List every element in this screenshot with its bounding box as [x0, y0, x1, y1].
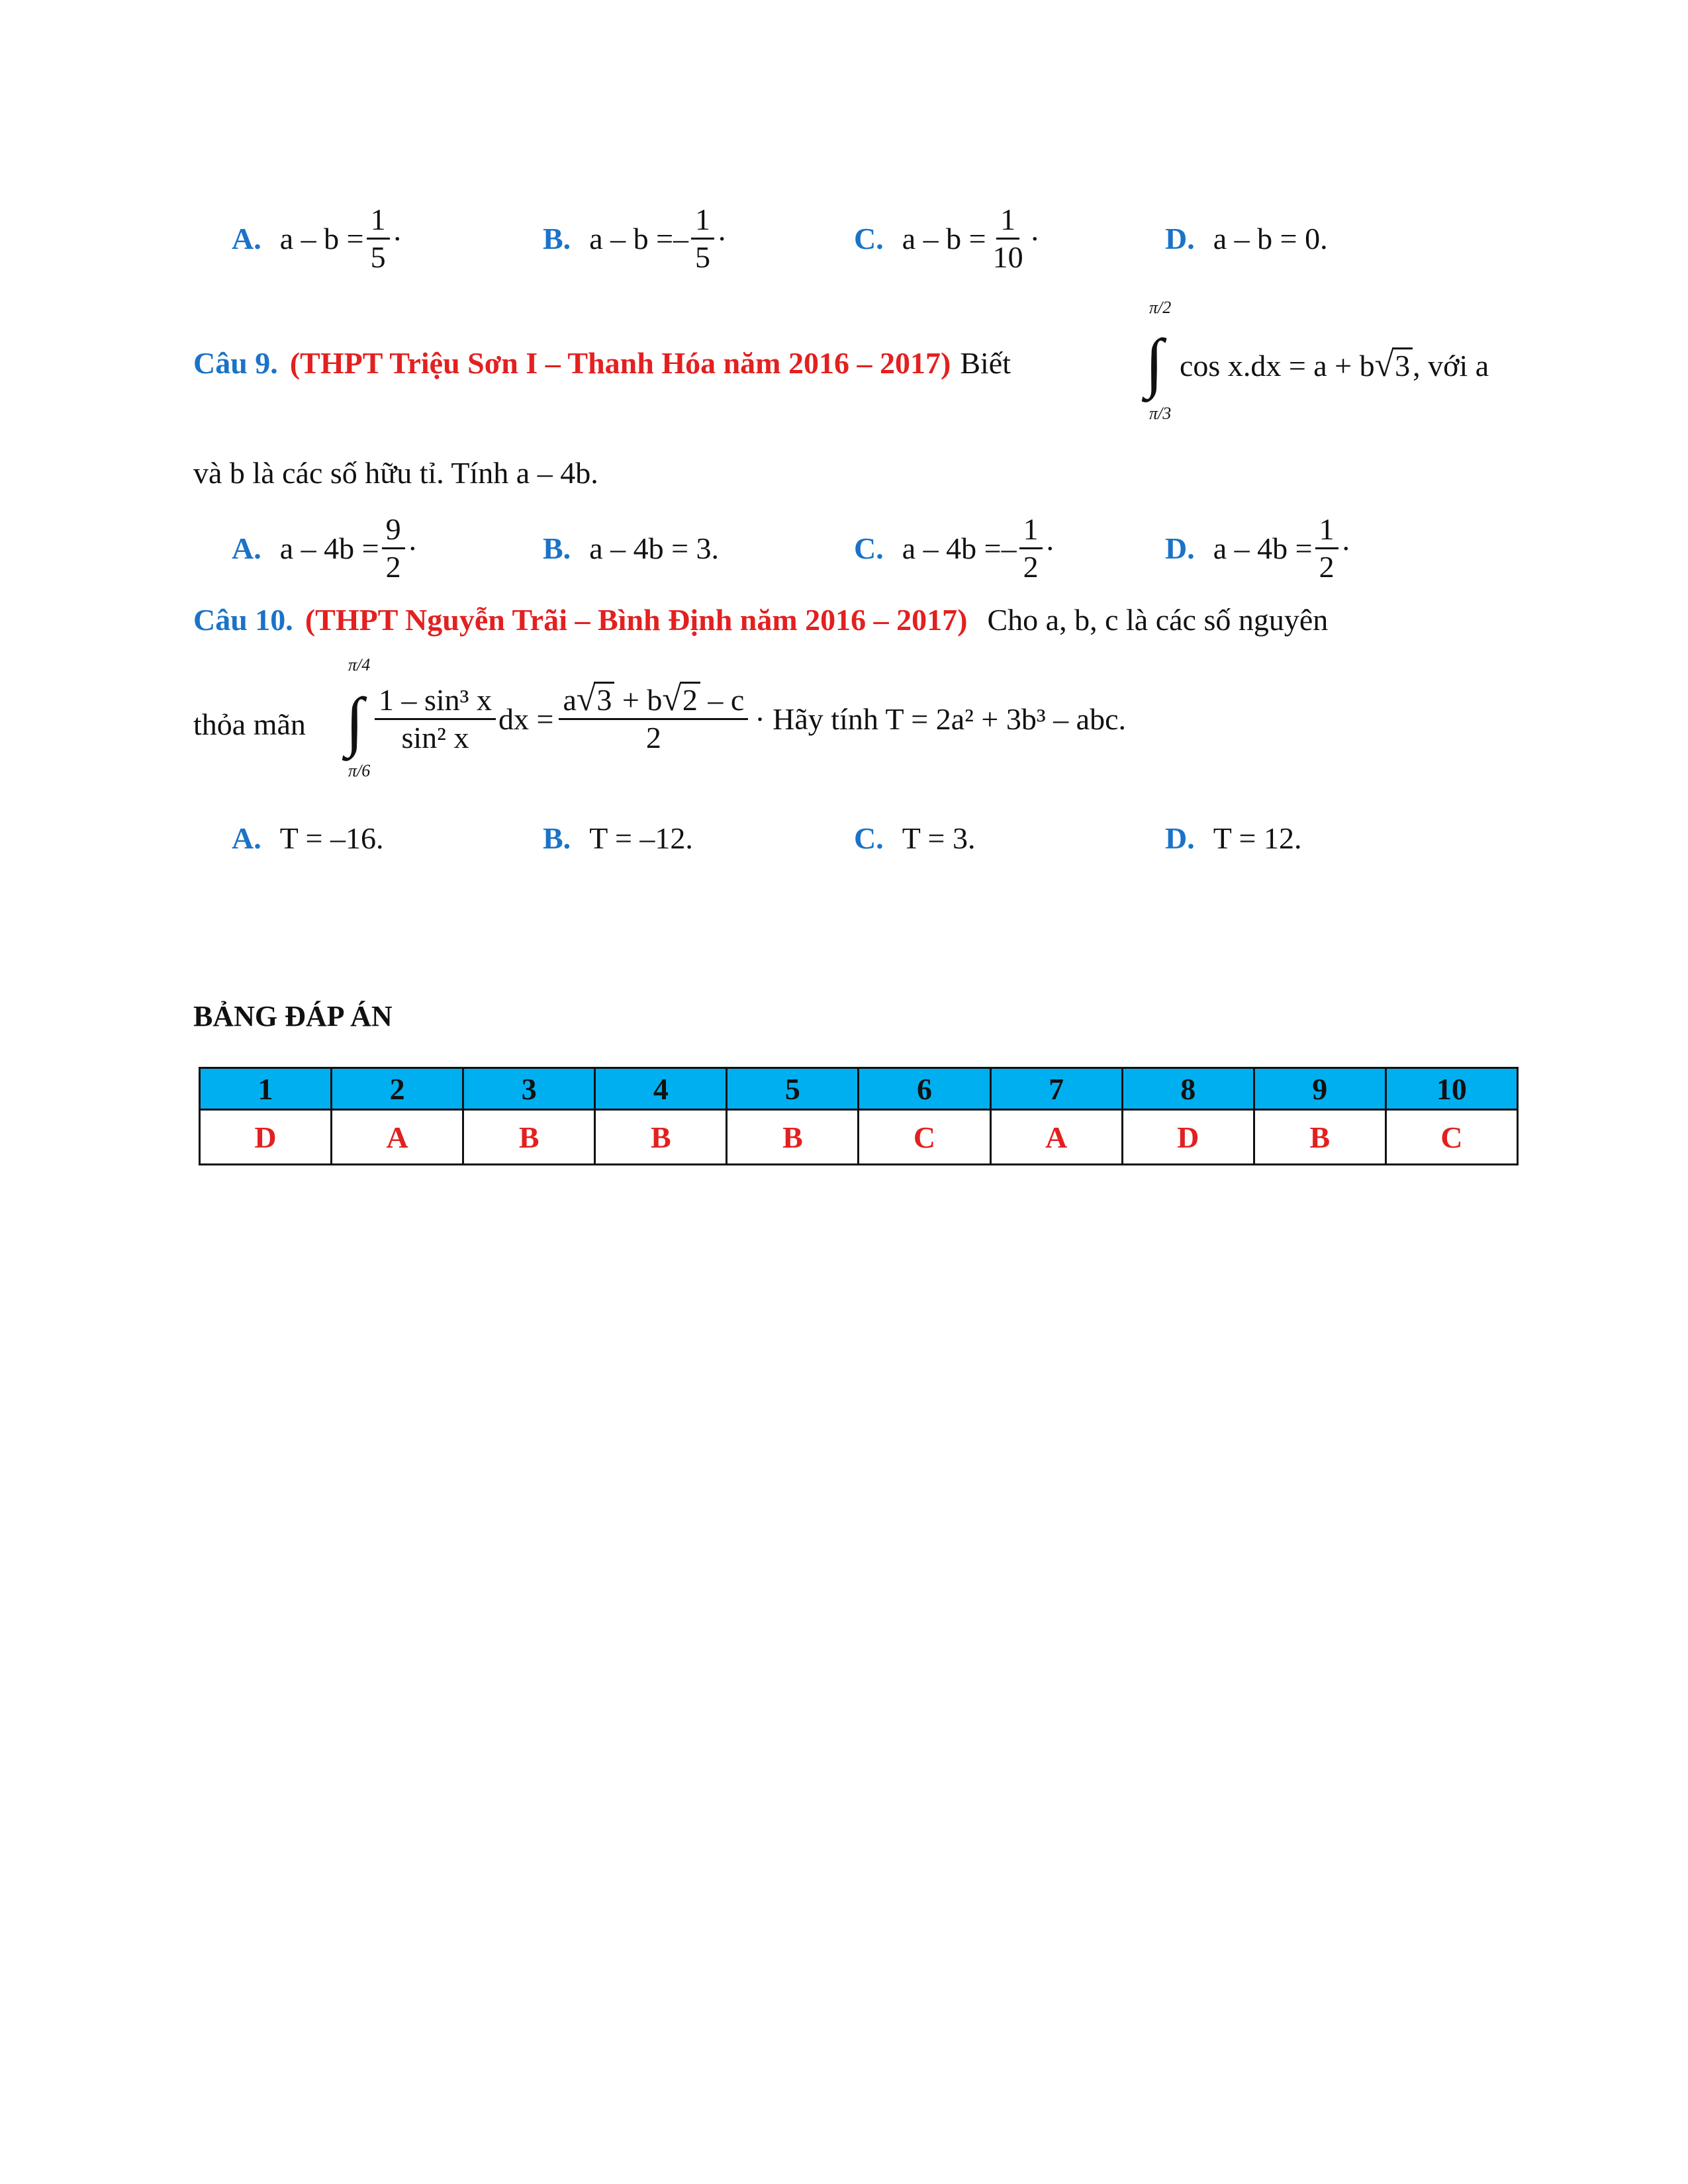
- question-number-cell: 4: [595, 1068, 727, 1110]
- q10-options: [232, 798, 1489, 878]
- answer-cell: C: [1385, 1110, 1517, 1165]
- integral-sign: π/2 ∫ π/3: [1145, 298, 1172, 423]
- option-letter: A.: [232, 531, 261, 565]
- option-letter: B.: [543, 821, 571, 855]
- q9-option-d: D. a – 4b = $\frac{1}{2}$ ·: [1165, 512, 1351, 584]
- answer-key-answer-row: [200, 1110, 1518, 1165]
- answer-cell: B: [463, 1110, 595, 1165]
- question-number-cell: 6: [859, 1068, 990, 1110]
- q10-stem: Câu 10. (THPT Nguyễn Trãi – Bình Định năm 2016 – 2017) Cho a, b, c là các số nguyên: [193, 603, 1329, 637]
- fraction: $\frac{\text{1 – sin³ x}}{\text{sin² x}}$: [375, 682, 496, 756]
- option-letter: A.: [232, 221, 261, 255]
- option-letter: D.: [1165, 531, 1195, 565]
- option-letter: D.: [1165, 221, 1195, 255]
- q9-options: [232, 508, 1489, 588]
- fraction: $\frac{1}{10}$: [992, 202, 1023, 274]
- option-letter: D.: [1165, 821, 1195, 855]
- q10-option-b: B. T = –12.: [543, 821, 693, 855]
- question-number-cell: 8: [1122, 1068, 1254, 1110]
- q9-option-c: C. a – 4b = – $\frac{1}{2}$ ·: [854, 512, 1055, 584]
- question-number-cell: 5: [727, 1068, 859, 1110]
- question-number-cell: 7: [990, 1068, 1122, 1110]
- q8-option-b: B. a – b = – $\frac{1}{5}$ ·: [543, 202, 727, 274]
- q10-option-c: C. T = 3.: [854, 821, 976, 855]
- square-root: 3: [1392, 347, 1413, 383]
- option-letter: C.: [854, 821, 884, 855]
- answer-cell: D: [200, 1110, 332, 1165]
- fraction: $\frac{1}{2}$: [1315, 512, 1338, 585]
- q10-option-d: D. T = 12.: [1165, 821, 1302, 855]
- answer-cell: A: [990, 1110, 1122, 1165]
- q9-option-a: A. a – 4b = $\frac{9}{2}$ ·: [232, 512, 418, 584]
- question-number-cell: 1: [200, 1068, 332, 1110]
- answer-cell: D: [1122, 1110, 1254, 1165]
- answer-cell: B: [595, 1110, 727, 1165]
- q9-option-b: B. a – 4b = 3.: [543, 531, 720, 565]
- fraction: $\frac{1}{5}$: [367, 202, 390, 275]
- q9-stem: Câu 9. (THPT Triệu Sơn I – Thanh Hóa năm 2016 – 2017) Biết π/2 ∫ π/3 cos x.dx = a + b√3, với a: [193, 298, 1517, 443]
- fraction: $\frac{1}{5}$: [691, 202, 714, 275]
- answer-cell: B: [727, 1110, 859, 1165]
- option-letter: C.: [854, 531, 884, 565]
- option-letter: C.: [854, 221, 884, 255]
- q8-option-a: A. a – b = $\frac{1}{5}$ ·: [232, 202, 402, 274]
- fraction: $\frac{9}{2}$: [382, 512, 405, 585]
- question-number: Câu 9.: [193, 346, 278, 380]
- option-letter: A.: [232, 821, 261, 855]
- q9-line2: và b là các số hữu tỉ. Tính a – 4b.: [193, 456, 598, 490]
- fraction: $\frac{1}{2}$: [1019, 512, 1043, 585]
- answer-key-header-row: [200, 1068, 1518, 1110]
- answer-key-table: [199, 1067, 1519, 1165]
- option-letter: B.: [543, 221, 571, 255]
- option-letter: B.: [543, 531, 571, 565]
- answer-cell: B: [1254, 1110, 1385, 1165]
- answer-cell: A: [332, 1110, 463, 1165]
- question-source: (THPT Nguyễn Trãi – Bình Định năm 2016 – 2017): [305, 603, 968, 637]
- question-number-cell: 10: [1385, 1068, 1517, 1110]
- answer-key-title: BẢNG ĐÁP ÁN: [193, 1000, 393, 1032]
- answer-cell: C: [859, 1110, 990, 1165]
- fraction: $\frac{a√3 + b√2 - c}{2}$: [559, 682, 748, 756]
- q8-option-d: D. a – b = 0.: [1165, 221, 1328, 255]
- question-number-cell: 9: [1254, 1068, 1385, 1110]
- q10-option-a: A. T = –16.: [232, 821, 384, 855]
- question-number: Câu 10.: [193, 603, 293, 637]
- q8-option-c: C. a – b = $\frac{1}{10}$ ·: [854, 202, 1040, 274]
- q10-formula: thỏa mãn π/4 ∫ π/6 $\frac{\text{1 – sin³ x}}{\text{sin² x}}$ dx = $\frac{a√3 + b√2 - c}{2}$ · Hãy tính T = 2a² + 3b³ – abc.: [193, 655, 1517, 807]
- question-source: (THPT Triệu Sơn I – Thanh Hóa năm 2016 – 2017): [289, 346, 951, 380]
- q8-options: [232, 199, 1489, 278]
- question-number-cell: 3: [463, 1068, 595, 1110]
- question-number-cell: 2: [332, 1068, 463, 1110]
- integral-sign: π/4 ∫ π/6: [346, 655, 371, 780]
